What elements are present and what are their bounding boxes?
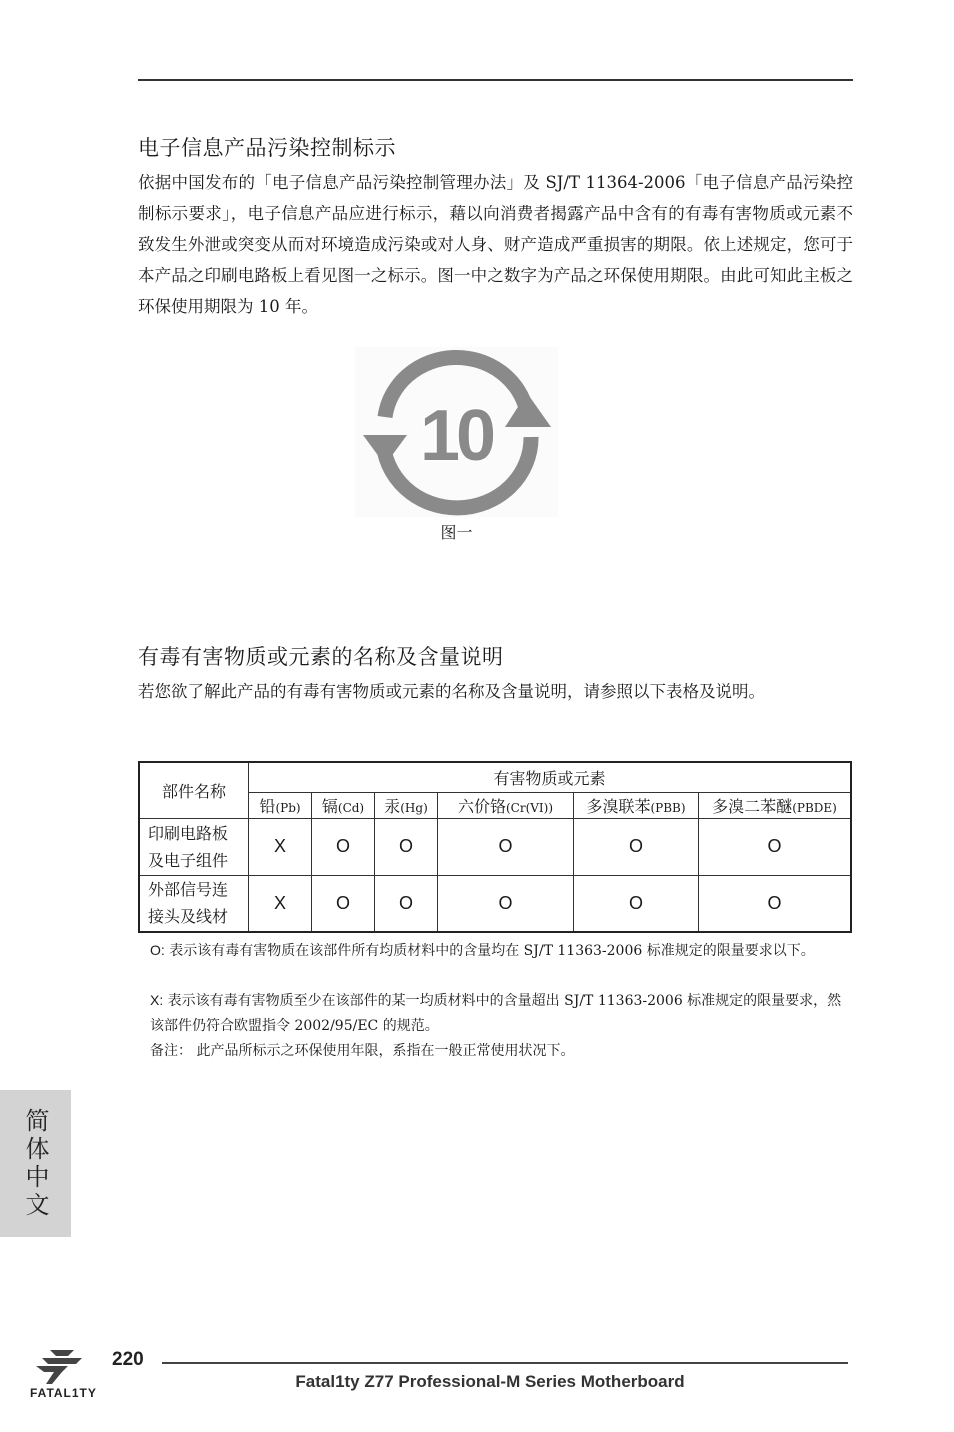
table-row bbox=[139, 875, 851, 932]
table-cell: X bbox=[249, 818, 312, 875]
table-cell: O bbox=[438, 818, 574, 875]
left-arrow-head bbox=[363, 435, 407, 465]
efup-10-icon bbox=[355, 347, 558, 517]
table-cell: X bbox=[249, 875, 312, 932]
fatal1ty-logo-text: FATAL1TY bbox=[30, 1386, 97, 1400]
table-cell: O bbox=[574, 818, 699, 875]
table-cell: O bbox=[312, 875, 375, 932]
column-header-pbb: 多溴联苯(PBB) bbox=[574, 792, 699, 818]
row-part-name: 印刷电路板 及电子组件 bbox=[139, 818, 249, 875]
table-cell: O bbox=[375, 818, 438, 875]
substance-group-header: 有害物质或元素 bbox=[249, 762, 852, 792]
figure-caption: 图一 bbox=[440, 523, 473, 542]
column-header-pb: 铅(Pb) bbox=[249, 792, 312, 818]
note-remark: 备注： 此产品所标示之环保使用年限，系指在一般正常使用状况下。 bbox=[150, 1043, 575, 1059]
language-side-tab bbox=[0, 1090, 71, 1237]
table-cell: O bbox=[699, 818, 852, 875]
note-x: X: 表示该有毒有害物质至少在该部件的某一均质材料中的含量超出 SJ/T 11363-2006 标准规定的限量要求，然该部件仍符合欧盟指令 2002/95/EC 的规范。 bbox=[150, 992, 842, 1034]
section-body-hazardous-substances: 若您欲了解此产品的有毒有害物质或元素的名称及含量说明，请参照以下表格及说明。 bbox=[138, 682, 765, 701]
page-number: 220 bbox=[112, 1349, 144, 1370]
table-cell: O bbox=[438, 875, 574, 932]
footer-title: Fatal1ty Z77 Professional-M Series Motherboard bbox=[295, 1372, 685, 1391]
efup-logo-figure bbox=[355, 347, 558, 517]
row-part-name: 外部信号连 接头及线材 bbox=[139, 875, 249, 932]
table-cell: O bbox=[312, 818, 375, 875]
column-header-hg: 汞(Hg) bbox=[375, 792, 438, 818]
language-side-tab-label: 简体中文 bbox=[21, 1107, 49, 1220]
fatal1ty-logo-icon bbox=[28, 1346, 88, 1386]
hazardous-substances-table bbox=[138, 761, 852, 933]
column-header-pbde: 多溴二苯醚(PBDE) bbox=[699, 792, 852, 818]
table-cell: O bbox=[375, 875, 438, 932]
note-o: O: 表示该有毒有害物质在该部件所有均质材料中的含量均在 SJ/T 11363-2006 标准规定的限量要求以下。 bbox=[150, 942, 815, 959]
fatal1ty-logo bbox=[28, 1346, 108, 1406]
footer-rule bbox=[162, 1362, 848, 1364]
right-arrow-head bbox=[505, 393, 551, 427]
section-heading-hazardous-substances: 有毒有害物质或元素的名称及含量说明 bbox=[138, 645, 504, 669]
section-body-pollution-label: 依据中国发布的「电子信息产品污染控制管理办法」及 SJ/T 11364-2006「电子信息产品污染控制标示要求」，电子信息产品应进行标示，藉以向消费者揭露产品中含有的有毒有害物质或元素不致发生外泄或突变从而对环境造成污染或对人身、财产造成严重损害的期限。依上述规定，您可于本产品之印刷电路板上看见图一之标示。图一中之数字为产品之环保使用期限。由此可知此主板之环保使用期限为 10 年。 bbox=[138, 173, 853, 316]
section-heading-pollution-label: 电子信息产品污染控制标示 bbox=[138, 136, 396, 160]
column-header-cd: 镉(Cd) bbox=[312, 792, 375, 818]
part-name-header: 部件名称 bbox=[139, 762, 249, 818]
table-cell: O bbox=[574, 875, 699, 932]
efup-number: 10 bbox=[419, 396, 493, 476]
top-rule bbox=[138, 79, 853, 81]
column-header-cr6: 六价铬(Cr(VI)) bbox=[438, 792, 574, 818]
table-cell: O bbox=[699, 875, 852, 932]
table-row bbox=[139, 818, 851, 875]
table-header-row bbox=[139, 762, 851, 792]
